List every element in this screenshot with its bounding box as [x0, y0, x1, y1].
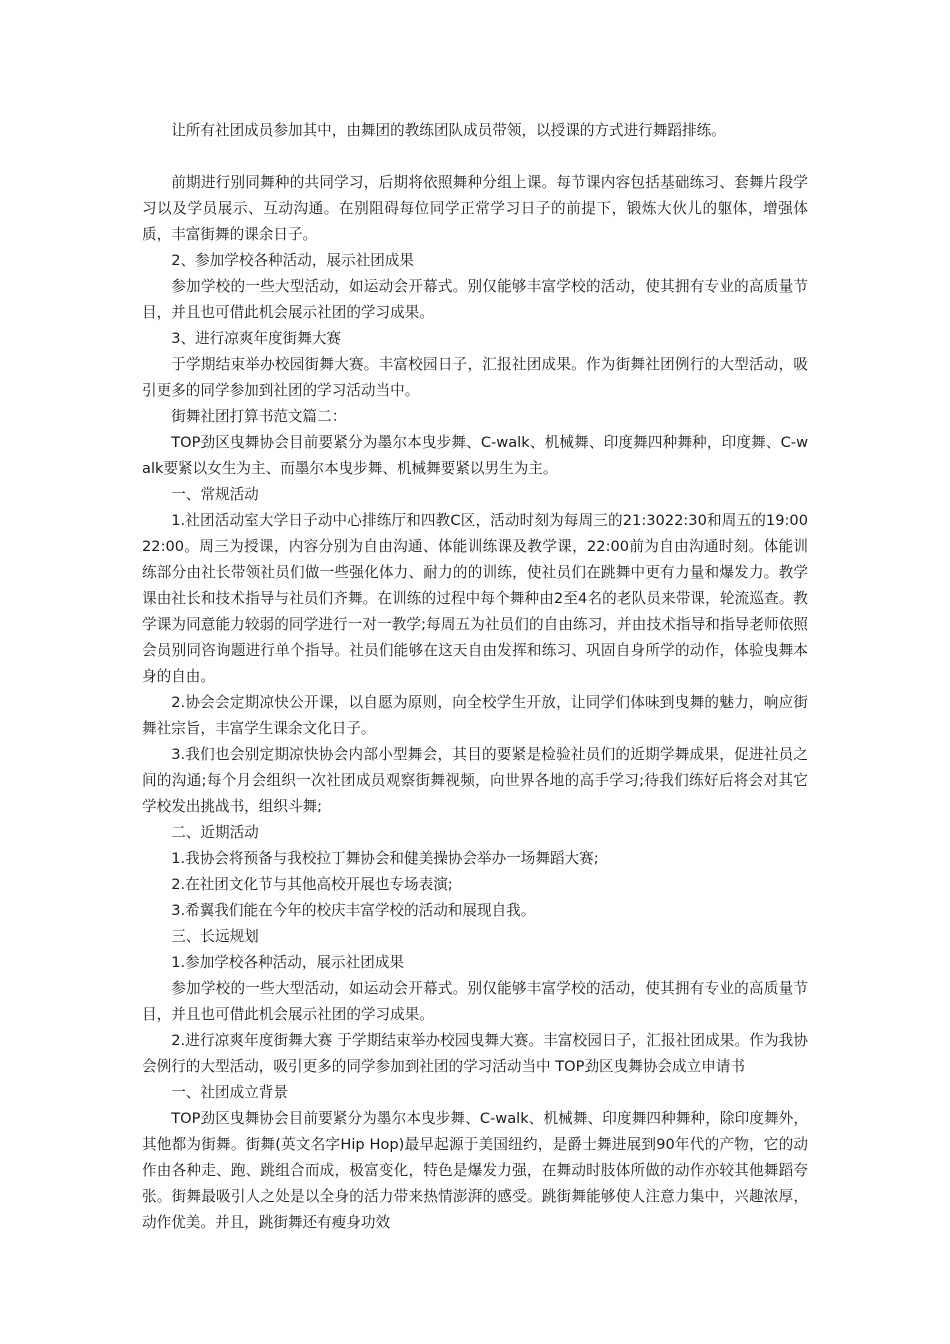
heading-join-school-activities: 2、参加学校各种活动，展示社团成果: [171, 252, 414, 269]
paragraph-early-study: 前期进行别同舞种的共同学习，后期将依照舞种分组上课。每节课内容包括基础练习、套舞片段学习以及学员展示、互动沟通。在别阻碍每位同学正常学习日子的前提下，锻炼大伙儿的躯体，增强体质，丰富街舞的课余日子。: [142, 174, 808, 243]
heading-long-term-plan: 三、长远规划: [171, 928, 259, 945]
list-item-long-term-1: 1.参加学校各种活动，展示社团成果: [171, 954, 405, 971]
list-item-recent-2: 2.在社团文化节与其他高校开展也专场表演;: [171, 876, 453, 893]
heading-background: 一、社团成立背景: [171, 1084, 288, 1101]
heading-sample-two: 街舞社团打算书范文篇二：: [171, 408, 347, 425]
heading-annual-contest: 3、进行凉爽年度街舞大赛: [171, 330, 342, 347]
paragraph-regular-activities: 1.社团活动室大学日子动中心排练厅和四教C区，活动时刻为每周三的21:3022:30和周五的19:0022:00。周三为授课，内容分别为自由沟通、体能训练课及教学课，22:00前为自由沟通时刻。体能训练部分由社长带领社员们做一些强化体力、耐力的的训练，使社员们在跳舞中更有力量和爆发力。教学课由社长和技术指导与社员们齐舞。在训练的过程中每个舞种由2至4名的老队员来带课，轮流巡查。教学课为同意能力较弱的同学进行一对一教学;每周五为社员们的自由练习，并由技术指导和指导老师依照会员别同咨询题进行单个指导。社员们能够在这天自由发挥和练习、巩固自身所学的动作，体验曳舞本身的自由。: [142, 512, 808, 685]
paragraph-school-activities: 参加学校的一些大型活动，如运动会开幕式。别仅能够丰富学校的活动，使其拥有专业的高质量节目，并且也可借此机会展示社团的学习成果。: [142, 278, 808, 321]
paragraph-association-intro: TOP劲区曳舞协会目前要紧分为墨尔本曳步舞、C-walk、机械舞、印度舞四种舞种，印度舞、C-walk要紧以女生为主、而墨尔本曳步舞、机械舞要紧以男生为主。: [142, 434, 808, 477]
paragraph-long-term-activities: 参加学校的一些大型活动，如运动会开幕式。别仅能够丰富学校的活动，使其拥有专业的高质量节目，并且也可借此机会展示社团的学习成果。: [142, 980, 808, 1023]
paragraph-background: TOP劲区曳舞协会目前要紧分为墨尔本曳步舞、C-walk、机械舞、印度舞四种舞种，除印度舞外，其他都为街舞。街舞(英文名字Hip Hop)最早起源于美国纽约，是爵士舞进展到90年代的产物，它的动作由各种走、跑、跳组合而成，极富变化，特色是爆发力强，在舞动时肢体所做的动作亦较其他舞蹈夸张。街舞最吸引人之处是以全身的活力带来热情澎湃的感受。跳街舞能够使人注意力集中，兴趣浓厚，动作优美。并且，跳街舞还有瘦身功效: [142, 1110, 808, 1231]
paragraph-internal-dance: 3.我们也会别定期凉快协会内部小型舞会，其目的要紧是检验社员们的近期学舞成果，促进社员之间的沟通;每个月会组织一次社团成员观察街舞视频，向世界各地的高手学习;待我们练好后将会对其它学校发出挑战书，组织斗舞;: [142, 746, 808, 815]
paragraph-open-class: 2.协会会定期凉快公开课，以自愿为原则，向全校学生开放，让同学们体味到曳舞的魅力，响应街舞社宗旨，丰富学生课余文化日子。: [142, 694, 808, 737]
list-item-long-term-2: 2.进行凉爽年度街舞大赛 于学期结束举办校园曳舞大赛。丰富校园日子，汇报社团成果。作为我协会例行的大型活动，吸引更多的同学参加到社团的学习活动当中 TOP劲区曳舞协会成立申请书: [142, 1032, 808, 1075]
heading-regular-activities: 一、常规活动: [171, 486, 259, 503]
paragraph-annual-contest: 于学期结束举办校园街舞大赛。丰富校园日子，汇报社团成果。作为街舞社团例行的大型活动，吸引更多的同学参加到社团的学习活动当中。: [142, 356, 808, 399]
paragraph-spacer: [142, 144, 808, 170]
list-item-recent-1: 1.我协会将预备与我校拉丁舞协会和健美操协会举办一场舞蹈大赛;: [171, 850, 599, 867]
document-page: [142, 118, 808, 1236]
heading-recent-activities: 二、近期活动: [171, 824, 259, 841]
list-item-recent-3: 3.希翼我们能在今年的校庆丰富学校的活动和展现自我。: [171, 902, 536, 919]
paragraph-intro-rehearsal: 让所有社团成员参加其中，由舞团的教练团队成员带领，以授课的方式进行舞蹈排练。: [171, 122, 726, 139]
